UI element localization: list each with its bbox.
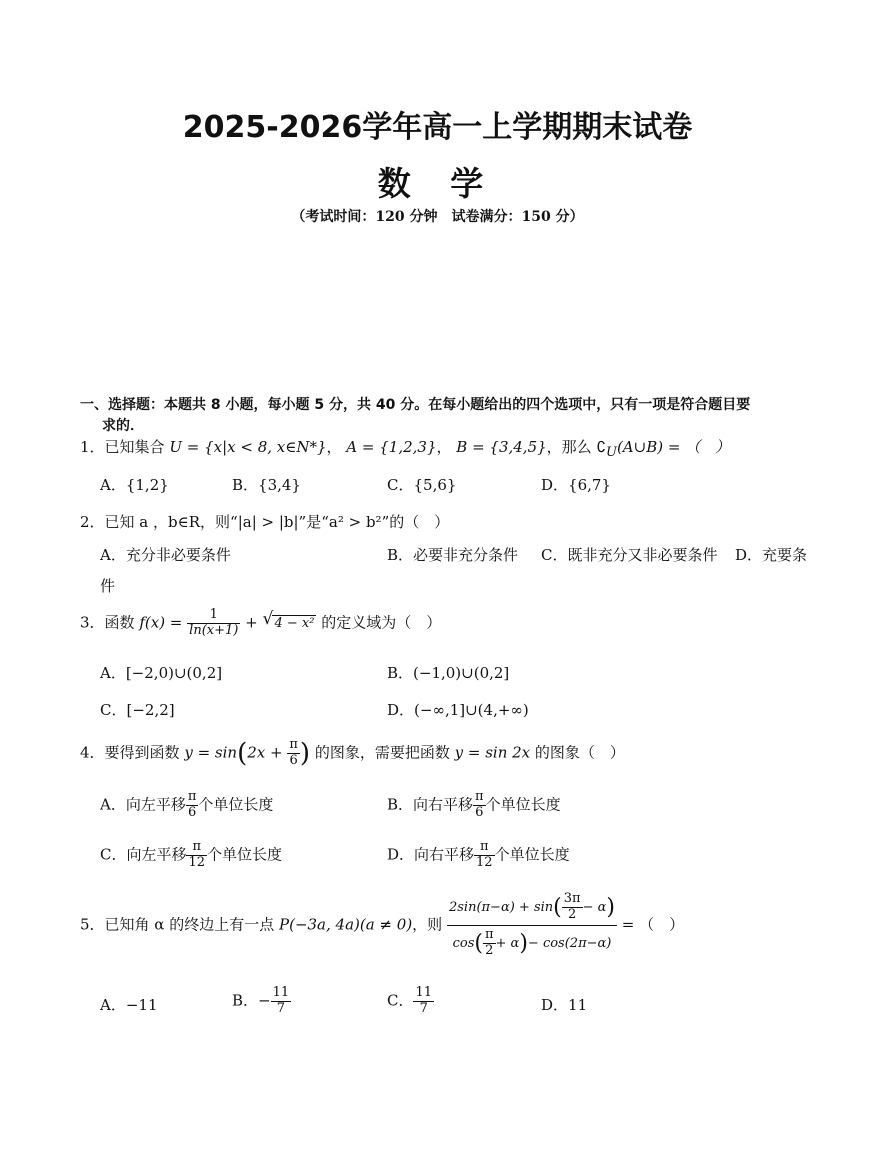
q3-option-c[interactable]: C．[−2,2] bbox=[100, 701, 175, 719]
q3-option-d[interactable]: D．(−∞,1]∪(4,+∞) bbox=[387, 701, 529, 719]
q1-option-d[interactable]: D．{6,7} bbox=[541, 476, 611, 494]
q1-tail-sub: U bbox=[605, 445, 617, 460]
q5-option-d[interactable] bbox=[541, 994, 587, 1016]
q5-option-c[interactable] bbox=[387, 986, 434, 1017]
left-paren-icon: ( bbox=[474, 930, 483, 956]
q3-fraction-num: 1 bbox=[187, 608, 240, 624]
q3-fraction-den: ln(x+1) bbox=[189, 622, 239, 638]
q2-option-a[interactable]: A．充分非必要条件 bbox=[100, 546, 231, 564]
q1-option-b[interactable]: B．{3,4} bbox=[232, 476, 301, 494]
q4-func1-in: 2x + bbox=[247, 743, 283, 762]
q5-option-b-label: B． bbox=[232, 991, 259, 1010]
q5-numer-inner-fraction bbox=[562, 892, 583, 923]
q5-option-b-fraction bbox=[271, 986, 292, 1017]
q1-option-c[interactable]: C．{5,6} bbox=[387, 476, 457, 494]
section-line-2: 求的． bbox=[102, 418, 144, 434]
q4-func1-lead: y = sin bbox=[184, 743, 238, 762]
q1-set-b: B = {3,4,5} bbox=[456, 438, 547, 456]
q4-option-a[interactable] bbox=[100, 790, 273, 821]
sqrt-sign-icon: √ bbox=[262, 609, 274, 630]
q5-option-b[interactable] bbox=[232, 986, 291, 1017]
q4-option-c-den: 12 bbox=[188, 854, 206, 870]
q4-option-c-fraction bbox=[186, 840, 207, 871]
q3-prefix: 3．函数 bbox=[80, 613, 135, 632]
q4-option-b-tail: 个单位长度 bbox=[485, 795, 561, 814]
q5-option-b-sign: − bbox=[258, 991, 271, 1010]
q5-option-c-label: C． bbox=[387, 991, 414, 1010]
q3-option-a[interactable]: A．[−2,0)∪(0,2] bbox=[100, 664, 223, 682]
q4-option-d-den: 12 bbox=[476, 854, 493, 870]
q5-option-a-label: A． bbox=[100, 996, 126, 1014]
section-line-1: 一、选择题：本题共 8 小题，每小题 5 分，共 40 分。在每小题给出的四个选项中，只有一项是符合题目要 bbox=[80, 397, 751, 413]
q3-sqrt bbox=[262, 611, 316, 635]
q5-denom-a: cos bbox=[452, 935, 475, 951]
q4-option-d-tail: 个单位长度 bbox=[494, 845, 570, 864]
q4-pi-fraction bbox=[287, 738, 300, 769]
q5-prefix: 5．已知角 α 的终边上有一点 bbox=[80, 915, 275, 934]
q5-denom-frac-num: π bbox=[484, 926, 494, 942]
q5-option-d-label: D． bbox=[541, 996, 569, 1014]
q5-then: ，则 bbox=[412, 915, 443, 934]
q4-option-b[interactable] bbox=[387, 790, 561, 821]
q4-option-b-den: 6 bbox=[475, 804, 484, 820]
q5-numer-b: − α bbox=[582, 899, 607, 915]
q1-set-a: A = {1,2,3} bbox=[346, 438, 437, 456]
q5-option-d-value: 11 bbox=[568, 996, 588, 1014]
q4-option-b-num: π bbox=[475, 789, 484, 804]
q5-denom-b: + α bbox=[495, 935, 520, 951]
q5-option-b-num: 11 bbox=[272, 985, 290, 1000]
question-2-stem: 2．已知 a ，b∈R，则“|a| > |b|”是“a² > b²”的（ ） bbox=[80, 513, 450, 531]
right-paren-icon: ) bbox=[606, 894, 615, 920]
q5-point: P(−3a, 4a)(a ≠ 0) bbox=[279, 915, 413, 934]
q5-option-a[interactable] bbox=[100, 994, 158, 1016]
q4-option-a-num: π bbox=[187, 789, 197, 804]
q2-option-d-wrap: 件 bbox=[100, 577, 116, 595]
q3-suffix: 的定义域为（ ） bbox=[321, 613, 442, 632]
q4-option-d-num: π bbox=[474, 840, 495, 856]
q1-set-u: U = {x|x < 8, x∈N*} bbox=[169, 438, 327, 456]
q5-option-a-value: −11 bbox=[125, 996, 158, 1014]
q4-option-a-den: 6 bbox=[187, 804, 197, 820]
question-1-stem: 1．已知集合 U = {x|x < 8, x∈N*}， A = {1,2,3}， B = {3,4,5}，那么 $∁_U(A\cup B)$ = （ ） bbox=[80, 438, 731, 460]
q3-plus: + bbox=[245, 613, 258, 632]
q4-option-c[interactable] bbox=[100, 840, 282, 871]
q4-option-d[interactable] bbox=[387, 840, 570, 871]
q4-option-c-tail: 个单位长度 bbox=[207, 845, 283, 864]
q5-numerator bbox=[447, 892, 617, 926]
q2-option-d[interactable]: D．充要条 bbox=[735, 546, 808, 564]
q5-option-c-den: 7 bbox=[419, 1000, 428, 1016]
q3-fx: f(x) = bbox=[139, 613, 183, 632]
q4-option-a-fraction bbox=[186, 790, 199, 821]
q5-denom-inner-fraction bbox=[483, 928, 496, 959]
q5-option-b-den: 7 bbox=[276, 1000, 286, 1016]
right-paren-icon: ) bbox=[519, 930, 528, 956]
q4-option-a-lead: A．向左平移 bbox=[100, 795, 186, 814]
left-paren-icon: ( bbox=[553, 894, 562, 920]
question-5-stem bbox=[80, 892, 684, 959]
subject-title: 数 学 bbox=[377, 164, 498, 203]
q4-option-d-fraction bbox=[474, 840, 495, 871]
q4-middle: 的图象，需要把函数 bbox=[314, 743, 450, 762]
q3-radicand: 4 − x² bbox=[274, 616, 315, 632]
q4-prefix: 4．要得到函数 bbox=[80, 743, 180, 762]
q1-tail: ，那么 ∁ bbox=[546, 438, 606, 456]
q5-denom-frac-den: 2 bbox=[485, 942, 494, 958]
section-heading bbox=[80, 395, 820, 437]
q4-option-b-lead: B．向右平移 bbox=[387, 795, 474, 814]
q4-suffix: 的图象（ ） bbox=[534, 743, 625, 762]
exam-info: （考试时间：120 分钟 试卷满分：150 分） bbox=[291, 209, 584, 225]
left-paren-icon: ( bbox=[237, 738, 248, 769]
q4-option-a-tail: 个单位长度 bbox=[198, 795, 274, 814]
q5-option-c-num: 11 bbox=[415, 985, 433, 1000]
q4-option-d-lead: D．向右平移 bbox=[387, 845, 475, 864]
q2-option-b[interactable]: B．必要非充分条件 bbox=[387, 546, 519, 564]
q1-tail-2: (A∪B) = （ ） bbox=[616, 438, 731, 456]
q1-prefix: 1．已知集合 bbox=[80, 438, 165, 456]
q3-fraction bbox=[187, 608, 240, 639]
q5-numer-frac-den: 2 bbox=[568, 906, 577, 922]
q5-big-fraction bbox=[447, 892, 617, 959]
exam-title: 2025-2026学年高一上学期期末试卷 bbox=[182, 110, 693, 145]
q5-option-c-fraction bbox=[413, 986, 434, 1017]
q4-pi-num: π bbox=[289, 737, 298, 752]
q4-option-b-fraction bbox=[473, 790, 486, 821]
right-paren-icon: ) bbox=[299, 738, 311, 769]
question-3-stem bbox=[80, 608, 441, 639]
q2-option-c[interactable]: C．既非充分又非必要条件 bbox=[541, 546, 718, 564]
q4-func2: y = sin 2x bbox=[454, 743, 531, 762]
q5-numer-a: 2sin(π−α) + sin bbox=[448, 899, 554, 915]
q3-option-b[interactable]: B．(−1,0)∪(0,2] bbox=[387, 664, 510, 682]
q5-denominator bbox=[447, 926, 617, 959]
question-4-stem bbox=[80, 738, 625, 769]
q1-option-a[interactable]: A．{1,2} bbox=[100, 476, 169, 494]
q4-option-c-num: π bbox=[186, 840, 207, 856]
q5-suffix: = （ ） bbox=[621, 915, 685, 934]
q5-denom-c: − cos(2π−α) bbox=[527, 935, 612, 951]
q5-numer-frac-num: 3π bbox=[563, 891, 581, 906]
q4-option-c-lead: C．向左平移 bbox=[100, 845, 187, 864]
q4-pi-den: 6 bbox=[289, 752, 298, 768]
